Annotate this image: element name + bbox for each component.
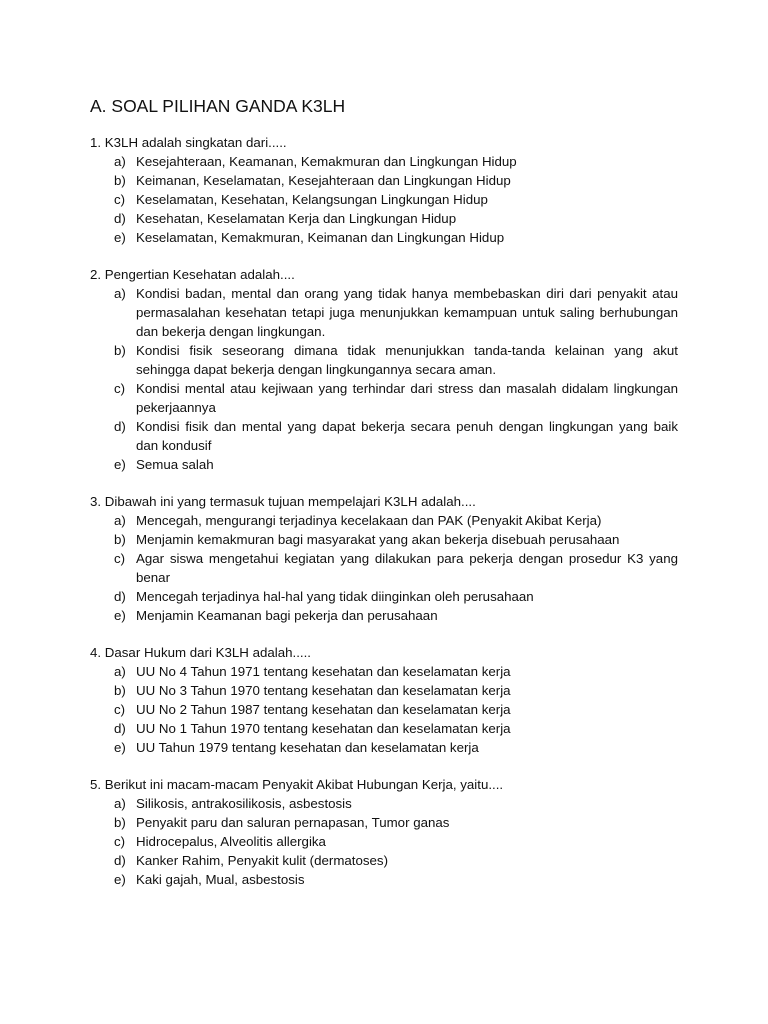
option-letter-cell <box>90 190 136 209</box>
option-item <box>90 587 678 606</box>
option-letter: d) <box>114 419 126 434</box>
option-list <box>90 152 678 247</box>
question-2 <box>90 265 678 474</box>
option-letter: c) <box>114 834 126 849</box>
option-item <box>90 606 678 625</box>
option-list <box>90 662 678 757</box>
option-list <box>90 284 678 474</box>
option-item <box>90 171 678 190</box>
option-letter-cell <box>90 719 136 738</box>
option-item <box>90 738 678 757</box>
option-item <box>90 870 678 889</box>
option-item <box>90 832 678 851</box>
option-text: UU Tahun 1979 tentang kesehatan dan keselamatan kerja <box>136 740 479 755</box>
option-letter: c) <box>114 192 126 207</box>
option-text: Kondisi mental atau kejiwaan yang terhindar dari stress dan masalah didalam lingkungan pekerjaannya <box>136 381 678 415</box>
option-letter-cell <box>90 851 136 870</box>
option-letter: d) <box>114 589 126 604</box>
option-letter-cell <box>90 284 136 341</box>
option-letter-cell <box>90 870 136 889</box>
option-text: Menjamin kemakmuran bagi masyarakat yang akan bekerja disebuah perusahaan <box>136 532 620 547</box>
question-5 <box>90 775 678 889</box>
option-item <box>90 284 678 341</box>
option-item <box>90 662 678 681</box>
option-list <box>90 511 678 625</box>
option-text: UU No 3 Tahun 1970 tentang kesehatan dan keselamatan kerja <box>136 683 511 698</box>
option-letter-cell <box>90 171 136 190</box>
option-text: Keselamatan, Kemakmuran, Keimanan dan Lingkungan Hidup <box>136 230 505 245</box>
option-item <box>90 681 678 700</box>
option-letter: e) <box>114 608 126 623</box>
question-3 <box>90 492 678 625</box>
option-text: Kondisi fisik dan mental yang dapat bekerja secara penuh dengan lingkungan yang baik dan kondusif <box>136 419 678 453</box>
option-letter-cell <box>90 738 136 757</box>
option-letter: a) <box>114 664 126 679</box>
option-letter: a) <box>114 154 126 169</box>
option-item <box>90 794 678 813</box>
question-text: 1. K3LH adalah singkatan dari..... <box>90 135 287 150</box>
option-letter-cell <box>90 832 136 851</box>
option-text: UU No 2 Tahun 1987 tentang kesehatan dan keselamatan kerja <box>136 702 511 717</box>
option-text: Mencegah, mengurangi terjadinya kecelakaan dan PAK (Penyakit Akibat Kerja) <box>136 513 602 528</box>
option-text: Menjamin Keamanan bagi pekerja dan perusahaan <box>136 608 438 623</box>
option-letter-cell <box>90 341 136 379</box>
option-text: Penyakit paru dan saluran pernapasan, Tumor ganas <box>136 815 450 830</box>
option-item <box>90 209 678 228</box>
option-item <box>90 379 678 417</box>
option-text: UU No 4 Tahun 1971 tentang kesehatan dan keselamatan kerja <box>136 664 511 679</box>
option-item <box>90 700 678 719</box>
option-letter: d) <box>114 721 126 736</box>
option-item <box>90 511 678 530</box>
option-letter-cell <box>90 681 136 700</box>
option-item <box>90 455 678 474</box>
question-4 <box>90 643 678 757</box>
option-text: Agar siswa mengetahui kegiatan yang dilakukan para pekerja dengan prosedur K3 yang benar <box>136 551 678 585</box>
question-text: 4. Dasar Hukum dari K3LH adalah..... <box>90 645 311 660</box>
option-letter: e) <box>114 740 126 755</box>
option-item <box>90 417 678 455</box>
option-item <box>90 719 678 738</box>
option-item <box>90 341 678 379</box>
option-text: Kesehatan, Keselamatan Kerja dan Lingkungan Hidup <box>136 211 457 226</box>
option-text: Kesejahteraan, Keamanan, Kemakmuran dan Lingkungan Hidup <box>136 154 517 169</box>
option-letter-cell <box>90 813 136 832</box>
question-text: 5. Berikut ini macam-macam Penyakit Akibat Hubungan Kerja, yaitu.... <box>90 777 504 792</box>
option-text: Mencegah terjadinya hal-hal yang tidak diinginkan oleh perusahaan <box>136 589 534 604</box>
option-letter-cell <box>90 549 136 587</box>
option-letter: c) <box>114 551 126 566</box>
option-letter-cell <box>90 587 136 606</box>
option-letter: b) <box>114 683 126 698</box>
option-letter: c) <box>114 381 126 396</box>
option-item <box>90 813 678 832</box>
option-item <box>90 228 678 247</box>
option-letter-cell <box>90 794 136 813</box>
option-letter: d) <box>114 853 126 868</box>
option-letter: e) <box>114 457 126 472</box>
option-letter-cell <box>90 152 136 171</box>
document-content <box>90 94 678 907</box>
option-item <box>90 190 678 209</box>
option-letter-cell <box>90 417 136 455</box>
option-letter-cell <box>90 606 136 625</box>
option-letter: e) <box>114 230 126 245</box>
option-letter: c) <box>114 702 126 717</box>
option-text: Kaki gajah, Mual, asbestosis <box>136 872 305 887</box>
option-text: UU No 1 Tahun 1970 tentang kesehatan dan keselamatan kerja <box>136 721 511 736</box>
option-item <box>90 851 678 870</box>
option-letter-cell <box>90 700 136 719</box>
option-text: Kondisi badan, mental dan orang yang tidak hanya membebaskan diri dari penyakit atau permasalahan kesehatan tetapi juga menunjukkan kemampuan untuk saling berhubungan dan bekerja dengan lingkungan. <box>136 286 678 339</box>
option-letter: b) <box>114 532 126 547</box>
option-letter-cell <box>90 455 136 474</box>
option-item <box>90 549 678 587</box>
option-letter: a) <box>114 286 126 301</box>
option-letter: d) <box>114 211 126 226</box>
option-letter: b) <box>114 815 126 830</box>
option-item <box>90 530 678 549</box>
option-item <box>90 152 678 171</box>
option-letter: e) <box>114 872 126 887</box>
option-letter-cell <box>90 209 136 228</box>
question-1 <box>90 133 678 247</box>
option-letter: b) <box>114 173 126 188</box>
question-text: 2. Pengertian Kesehatan adalah.... <box>90 267 295 282</box>
document-title: A. SOAL PILIHAN GANDA K3LH <box>90 96 346 116</box>
option-text: Hidrocepalus, Alveolitis allergika <box>136 834 326 849</box>
option-list <box>90 794 678 889</box>
option-letter-cell <box>90 662 136 681</box>
option-letter: a) <box>114 796 126 811</box>
option-letter-cell <box>90 511 136 530</box>
option-text: Keimanan, Keselamatan, Kesejahteraan dan Lingkungan Hidup <box>136 173 511 188</box>
option-letter: a) <box>114 513 126 528</box>
option-text: Kanker Rahim, Penyakit kulit (dermatoses) <box>136 853 388 868</box>
option-letter-cell <box>90 228 136 247</box>
option-letter: b) <box>114 343 126 358</box>
option-text: Semua salah <box>136 457 214 472</box>
question-list <box>90 133 678 889</box>
question-text: 3. Dibawah ini yang termasuk tujuan mempelajari K3LH adalah.... <box>90 494 476 509</box>
option-letter-cell <box>90 379 136 417</box>
option-text: Kondisi fisik seseorang dimana tidak menunjukkan tanda-tanda kelainan yang akut sehingga dapat bekerja dengan lingkungannya secara aman. <box>136 343 678 377</box>
option-text: Silikosis, antrakosilikosis, asbestosis <box>136 796 352 811</box>
option-letter-cell <box>90 530 136 549</box>
option-text: Keselamatan, Kesehatan, Kelangsungan Lingkungan Hidup <box>136 192 488 207</box>
